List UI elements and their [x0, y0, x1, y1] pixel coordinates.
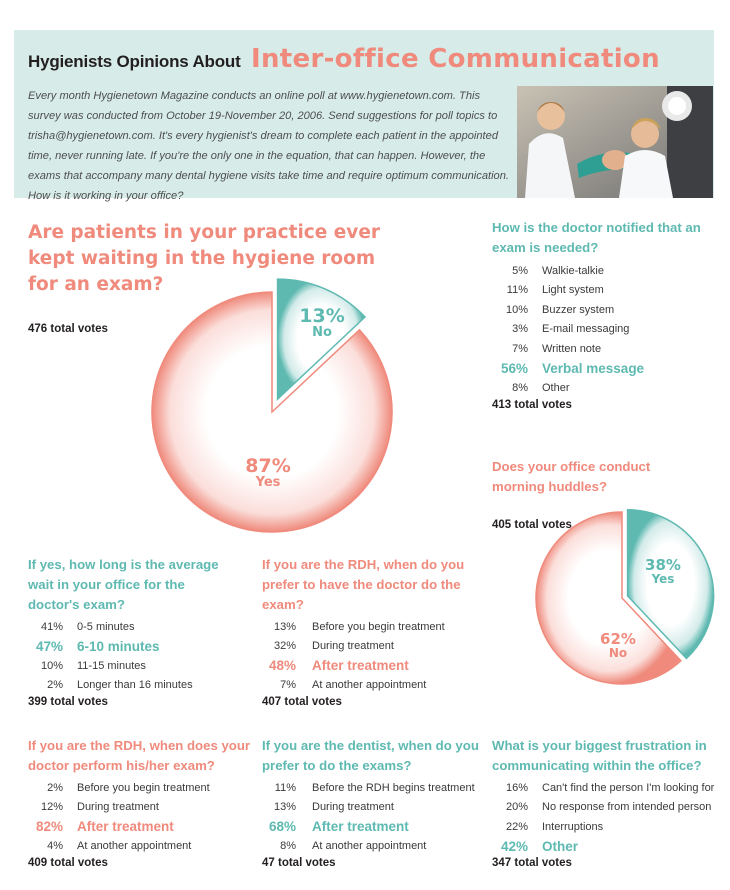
result-percent: 42%: [500, 838, 528, 854]
result-percent: 12%: [40, 801, 63, 814]
result-row: [492, 281, 718, 301]
rdh-prefer-question: If you are the RDH, when do you prefer to have the doctor do the exam?: [262, 557, 465, 612]
result-row: [28, 676, 238, 696]
dentist-prefer-poll: [262, 736, 482, 869]
result-row: [262, 676, 472, 696]
intro-paragraph: Every month Hygienetown Magazine conducts an online poll at www.hygienetown.com. This survey was conducted from October 19-November 20, 2006. Send suggestions for poll topics to trisha@hygienetown.com. It's every hygienist's dream to complete each patient in the appointed time, never running late. If you're the only one in the equation, that can happen. However, the exams that accompany many dental hygiene visits take time and require optimum communication. How is it working in your office?: [28, 90, 509, 202]
title-prefix: Hygienists Opinions About: [28, 52, 241, 71]
result-percent: 68%: [268, 819, 296, 835]
result-percent: 11%: [274, 781, 296, 794]
result-row: [262, 837, 482, 857]
wait-length-poll: [28, 555, 238, 708]
result-row: [492, 300, 718, 320]
result-label: Before the RDH begins treatment: [312, 781, 475, 794]
result-row: [28, 778, 256, 798]
result-label: Light system: [542, 284, 604, 297]
pie-category-label: No: [312, 325, 332, 340]
pie-category-label: Yes: [255, 475, 281, 490]
result-label: Before you begin treatment: [77, 781, 210, 794]
rdh-prefer-results: [262, 617, 472, 695]
wait-length-results: [28, 617, 238, 695]
huddles-question: Does your office conduct morning huddles?: [492, 459, 651, 494]
result-percent: 10%: [40, 659, 63, 672]
main-total-votes: 476 total votes: [28, 323, 108, 335]
rdh-prefer-total-votes: 407 total votes: [262, 696, 342, 708]
result-percent: 7%: [280, 679, 296, 692]
result-row: [28, 656, 238, 676]
result-row: [262, 656, 472, 676]
result-label: Verbal message: [542, 360, 645, 376]
result-label: During treatment: [77, 801, 159, 814]
result-row: [492, 837, 720, 857]
pie-slice-yes: [152, 292, 392, 532]
result-percent: 22%: [505, 820, 528, 833]
header-band: [14, 30, 714, 202]
notify-question: How is the doctor notified that an exam is needed?: [492, 220, 701, 255]
notify-poll: [492, 218, 718, 411]
rdh-perform-total-votes: 409 total votes: [28, 857, 108, 869]
result-percent: 20%: [505, 801, 528, 814]
frustration-question: What is your biggest frustration in communicating within the office?: [492, 738, 707, 773]
frustration-poll: [492, 736, 720, 869]
result-percent: 2%: [47, 781, 63, 794]
result-label: During treatment: [312, 801, 394, 814]
result-label: Walkie-talkie: [542, 264, 604, 277]
result-row: [262, 817, 482, 837]
result-percent: 5%: [512, 264, 528, 277]
rdh-perform-question: If you are the RDH, when does your doctor perform his/her exam?: [28, 738, 251, 773]
huddles-poll: [492, 457, 702, 497]
result-label: 0-5 minutes: [77, 620, 135, 633]
result-label: After treatment: [77, 819, 174, 835]
wait-length-question: If yes, how long is the average wait in your office for the doctor's exam?: [28, 557, 219, 612]
result-percent: 8%: [280, 840, 296, 853]
result-row: [262, 798, 482, 818]
result-label: Interruptions: [542, 820, 604, 833]
result-label: During treatment: [312, 640, 394, 653]
result-row: [492, 320, 718, 340]
page-title: [28, 44, 660, 74]
result-percent: 10%: [505, 303, 528, 316]
pie-percent-label: 13%: [299, 305, 345, 327]
result-row: [262, 778, 482, 798]
result-percent: 4%: [47, 840, 63, 853]
pie-category-label: No: [608, 646, 628, 660]
notify-results: [492, 261, 718, 398]
pie-percent-label: 38%: [645, 556, 681, 574]
result-row: [28, 817, 256, 837]
dentist-prefer-question: If you are the dentist, when do you prefer to do the exams?: [262, 738, 479, 773]
dental-exam-photo: [517, 86, 713, 198]
huddles-pie-chart: [530, 502, 720, 692]
result-row: [492, 778, 720, 798]
result-row: [492, 378, 718, 398]
result-label: Buzzer system: [542, 303, 615, 316]
main-question: Are patients in your practice ever kept waiting in the hygiene room for an exam?: [28, 222, 381, 295]
result-percent: 82%: [35, 819, 63, 835]
frustration-total-votes: 347 total votes: [492, 857, 572, 869]
rdh-perform-results: [28, 778, 256, 856]
rdh-prefer-poll: [262, 555, 472, 708]
result-percent: 56%: [500, 360, 528, 376]
wait-length-total-votes: 399 total votes: [28, 696, 108, 708]
pie-percent-label: 87%: [245, 455, 291, 477]
rdh-perform-poll: [28, 736, 256, 869]
result-row: [262, 637, 472, 657]
result-percent: 3%: [512, 323, 528, 336]
result-percent: 11%: [506, 284, 528, 297]
result-row: [492, 798, 720, 818]
dentist-prefer-results: [262, 778, 482, 856]
result-row: [492, 339, 718, 359]
frustration-results: [492, 778, 720, 856]
result-row: [28, 837, 256, 857]
result-label: At another appointment: [77, 840, 192, 853]
result-label: At another appointment: [312, 840, 427, 853]
result-row: [28, 798, 256, 818]
result-label: At another appointment: [312, 679, 427, 692]
result-label: After treatment: [312, 819, 409, 835]
result-percent: 7%: [512, 342, 528, 355]
result-row: [262, 617, 472, 637]
result-row: [28, 617, 238, 637]
result-label: 11-15 minutes: [77, 659, 146, 672]
huddles-total-votes: 405 total votes: [492, 519, 572, 531]
result-percent: 32%: [273, 640, 296, 653]
result-percent: 8%: [512, 381, 528, 394]
result-label: Before you begin treatment: [312, 620, 445, 633]
result-row: [492, 817, 720, 837]
result-label: Longer than 16 minutes: [77, 679, 193, 692]
result-percent: 13%: [273, 620, 296, 633]
result-percent: 13%: [273, 801, 296, 814]
result-row: [28, 637, 238, 657]
result-row: [492, 359, 718, 379]
notify-total-votes: 413 total votes: [492, 398, 572, 411]
pie-percent-label: 62%: [600, 630, 636, 648]
dentist-prefer-total-votes: 47 total votes: [262, 857, 336, 869]
result-row: [492, 261, 718, 281]
title-main: Inter-office Communication: [251, 44, 660, 74]
result-percent: 2%: [47, 679, 63, 692]
result-label: Written note: [542, 342, 602, 355]
result-label: E-mail messaging: [542, 323, 630, 336]
pie-category-label: Yes: [651, 572, 675, 586]
result-percent: 48%: [268, 658, 296, 674]
result-label: 6-10 minutes: [77, 638, 160, 654]
waiting-pie-chart: [140, 260, 410, 550]
result-label: Can't find the person I'm looking for: [542, 781, 715, 794]
result-percent: 16%: [505, 781, 528, 794]
result-label: Other: [542, 838, 579, 854]
result-label: After treatment: [312, 658, 409, 674]
result-percent: 41%: [40, 620, 63, 633]
result-percent: 47%: [35, 638, 63, 654]
result-label: No response from intended person: [542, 801, 712, 814]
result-label: Other: [542, 381, 570, 394]
